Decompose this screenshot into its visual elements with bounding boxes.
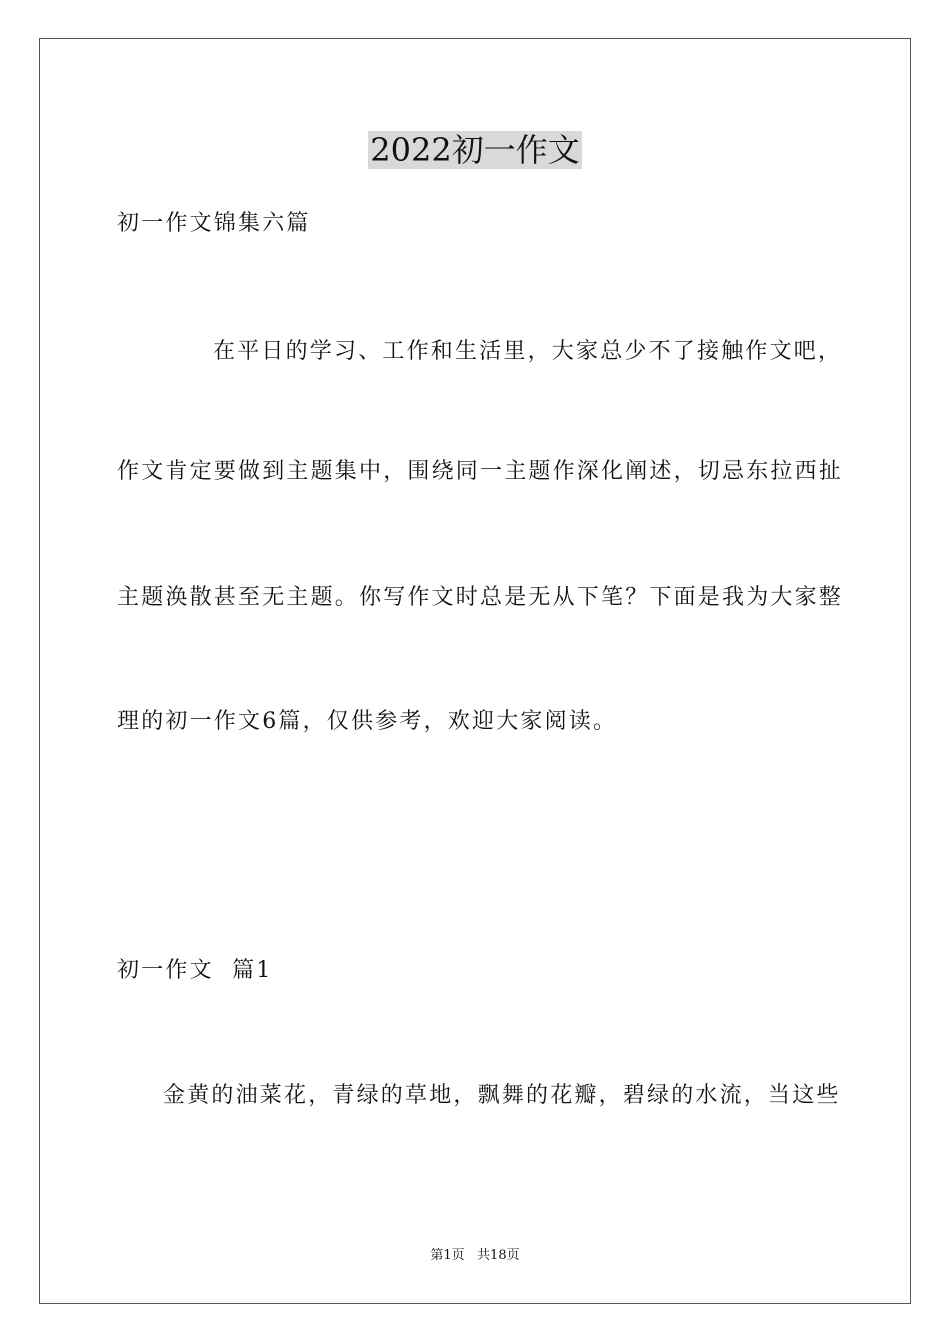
- page-number-label: 第1页 共18页: [430, 1248, 520, 1263]
- intro-line-1: 在平日的学习、工作和生活里，大家总少不了接触作文吧，: [213, 339, 843, 364]
- intro-line-4: 理的初一作文6篇，仅供参考，欢迎大家阅读。: [117, 709, 618, 734]
- document-subtitle: 初一作文锦集六篇: [117, 211, 311, 236]
- document-title: [0, 126, 950, 174]
- page-footer: [0, 1246, 950, 1266]
- section-heading: 初一作文 篇1: [117, 958, 273, 983]
- document-title-text: 2022初一作文: [370, 131, 580, 169]
- intro-line-2: 作文肯定要做到主题集中，围绕同一主题作深化阐述，切忌东拉西扯: [117, 459, 844, 484]
- intro-line-3: 主题涣散甚至无主题。你写作文时总是无从下笔？下面是我为大家整: [117, 585, 844, 610]
- section-first-line: 金黄的油菜花，青绿的草地，飘舞的花瓣，碧绿的水流，当这些: [163, 1083, 841, 1108]
